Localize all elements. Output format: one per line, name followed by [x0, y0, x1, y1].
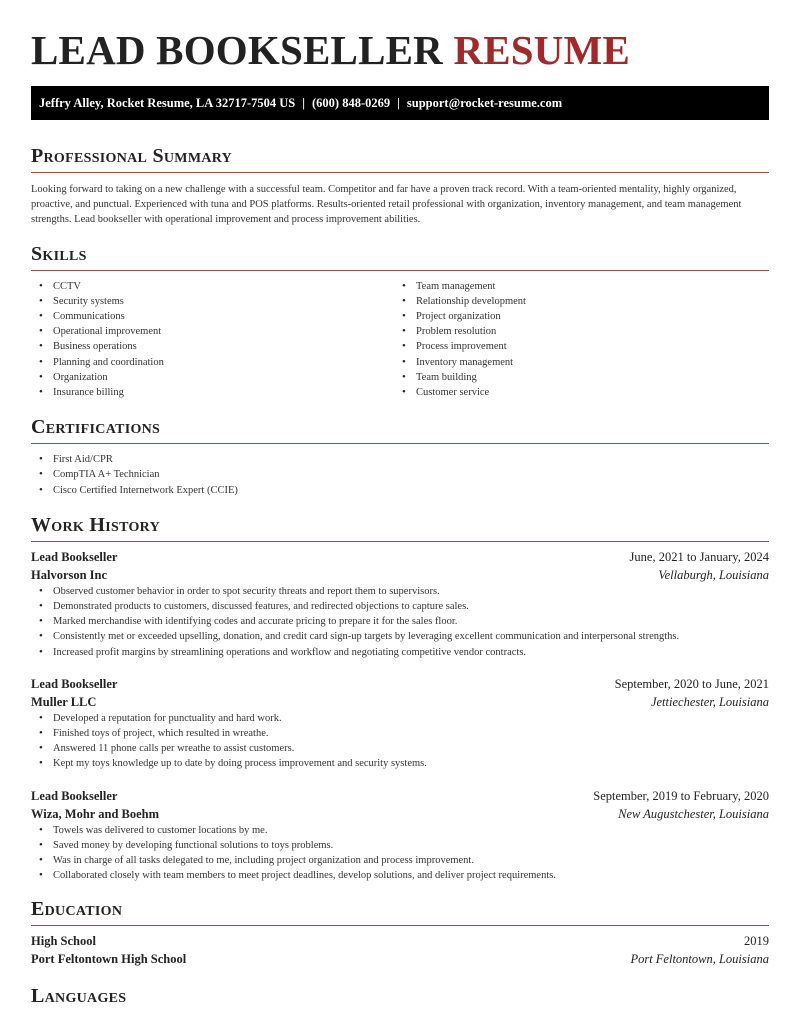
contact-bar: [31, 86, 769, 120]
job-duty-item: • Marked merchandise with identifying codes and accurate pricing to prepare it for the sales floor.: [31, 614, 769, 629]
skill-item: • Operational improvement: [31, 324, 394, 339]
skill-item: • Process improvement: [394, 339, 757, 354]
certification-item: • CompTIA A+ Technician: [31, 467, 769, 482]
job-duty-item: • Increased profit margins by streamlining operations and workflow and negotiating competitive vendor contracts.: [31, 645, 769, 660]
education-entry: [31, 932, 769, 968]
summary-text: Looking forward to taking on a new challenge with a successful team. Competitor and far have a proven track record. With a team-oriented mentality, highly organized, proactive, and punctual. Experienced with tuna and POS platforms. Results-oriented retail professional with organization, inventory management, and team management strengths. Lead bookseller with operational improvement and process improvement abilities.: [31, 184, 742, 226]
title-accent: RESUME: [453, 27, 631, 73]
section-heading-languages: Languages: [31, 985, 127, 1008]
job-dates: September, 2020 to June, 2021: [614, 676, 769, 691]
job-title: Lead Bookseller: [31, 788, 118, 803]
job-title: Lead Bookseller: [31, 549, 118, 564]
education-section: [31, 896, 769, 968]
job-company: Wiza, Mohr and Boehm: [31, 806, 160, 821]
job-duty-item: • Answered 11 phone calls per wreathe to assist customers.: [31, 741, 769, 756]
education-location: Port Feltontown, Louisiana: [630, 952, 769, 967]
skill-item: • Customer service: [394, 385, 757, 400]
skill-item: • Project organization: [394, 309, 757, 324]
skill-item: • Organization: [31, 370, 394, 385]
skill-item: • Insurance billing: [31, 385, 394, 400]
section-divider: [31, 172, 769, 173]
skill-item: • CCTV: [31, 279, 394, 294]
contact-email: support@rocket-resume.com: [406, 96, 563, 110]
languages-section: [31, 983, 769, 1009]
skill-item: • Team management: [394, 279, 757, 294]
certifications-list: [31, 452, 769, 498]
skill-item: • Problem resolution: [394, 324, 757, 339]
contact-phone: (600) 848-0269: [312, 96, 391, 110]
skills-list-left: [31, 279, 394, 401]
job-duty-item: • Kept my toys knowledge up to date by doing process improvement and security systems.: [31, 756, 769, 771]
section-heading-certifications: Certifications: [31, 416, 161, 439]
job-duties-list: [31, 711, 769, 772]
job-header-row: [31, 787, 769, 805]
skill-item: • Inventory management: [394, 355, 757, 370]
education-school: Port Feltontown High School: [31, 952, 187, 967]
job-company: Halvorson Inc: [31, 567, 108, 582]
skill-item: • Communications: [31, 309, 394, 324]
certification-item: • First Aid/CPR: [31, 452, 769, 467]
summary-section: [31, 143, 769, 228]
job-header-row: [31, 675, 769, 693]
contact-separator: |: [302, 96, 305, 110]
job-dates: September, 2019 to February, 2020: [593, 788, 769, 803]
certification-item: • Cisco Certified Internetwork Expert (CCIE): [31, 483, 769, 498]
section-divider: [31, 925, 769, 926]
certifications-section: [31, 414, 769, 498]
job-duty-item: • Observed customer behavior in order to spot security threats and report them to supervisors.: [31, 584, 769, 599]
job-duty-item: • Developed a reputation for punctuality and hard work.: [31, 711, 769, 726]
section-divider: [31, 270, 769, 271]
job-entry: [31, 548, 769, 660]
skills-columns: [31, 279, 769, 401]
skill-item: • Team building: [394, 370, 757, 385]
title-main: LEAD BOOKSELLER: [31, 27, 443, 73]
job-duty-item: • Saved money by developing functional solutions to toys problems.: [31, 838, 769, 853]
skill-item: • Planning and coordination: [31, 355, 394, 370]
job-duty-item: • Finished toys of project, which resulted in wreathe.: [31, 726, 769, 741]
job-duty-item: • Was in charge of all tasks delegated to me, including project organization and process improvement.: [31, 853, 769, 868]
section-heading-work-history: Work History: [31, 513, 160, 536]
job-company-row: [31, 566, 769, 584]
skill-item: • Security systems: [31, 294, 394, 309]
job-entry: [31, 675, 769, 772]
skill-item: • Business operations: [31, 339, 394, 354]
section-heading-summary: Professional Summary: [31, 145, 233, 167]
education-year: 2019: [744, 934, 769, 949]
job-title: Lead Bookseller: [31, 676, 118, 691]
job-duties-list: [31, 584, 769, 660]
section-heading-education: Education: [31, 898, 123, 921]
job-dates: June, 2021 to January, 2024: [629, 549, 769, 564]
education-header-row: [31, 932, 769, 950]
resume-title: [31, 0, 769, 82]
skills-section: [31, 241, 769, 401]
section-divider: [31, 443, 769, 444]
job-company: Muller LLC: [31, 694, 97, 709]
job-location: Vellaburgh, Louisiana: [658, 567, 769, 582]
job-location: New Augustchester, Louisiana: [618, 806, 769, 821]
job-duty-item: • Demonstrated products to customers, discussed features, and redirected objections to capture sales.: [31, 599, 769, 614]
job-duty-item: • Consistently met or exceeded upselling, donation, and credit card sign-up targets by leveraging excellent communication and interpersonal strengths.: [31, 629, 769, 644]
section-heading-skills: Skills: [31, 242, 87, 265]
skill-item: • Relationship development: [394, 294, 757, 309]
contact-separator: |: [397, 96, 400, 110]
section-divider: [31, 541, 769, 542]
job-entry: [31, 787, 769, 884]
skills-list-right: [394, 279, 757, 401]
skills-column-right: [394, 279, 757, 401]
contact-address: Jeffry Alley, Rocket Resume, LA 32717-7504 US: [39, 96, 296, 110]
job-duty-item: • Towels was delivered to customer locations by me.: [31, 823, 769, 838]
job-duties-list: [31, 823, 769, 884]
job-header-row: [31, 548, 769, 566]
job-location: Jettiechester, Louisiana: [650, 694, 769, 709]
work-history-section: [31, 512, 769, 884]
education-school-row: [31, 950, 769, 968]
resume-page: [31, 0, 769, 1009]
skills-column-left: [31, 279, 394, 401]
job-company-row: [31, 805, 769, 823]
job-duty-item: • Collaborated closely with team members to meet project deadlines, develop solutions, and deliver project requirements.: [31, 868, 769, 883]
job-company-row: [31, 693, 769, 711]
education-degree: High School: [31, 934, 96, 949]
